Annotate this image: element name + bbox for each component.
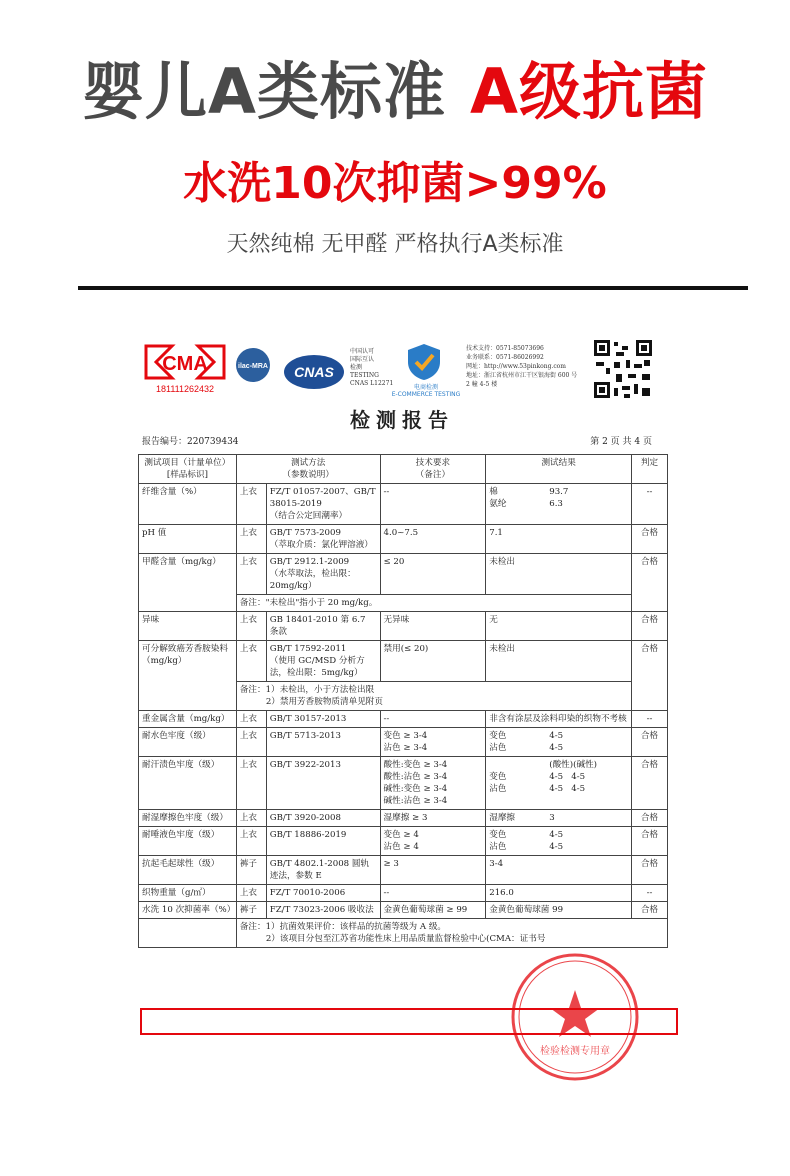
row-item: 甲醛含量（mg/kg） [139, 554, 237, 612]
table-row [139, 757, 668, 810]
row-item: 异味 [139, 612, 237, 641]
cnas-caption [350, 348, 393, 388]
row-result: 变色 4-5 沾色 4-5 [486, 827, 632, 856]
row-method: GB/T 3922-2013 [266, 757, 380, 810]
row-item: 织物重量（g/㎡） [139, 885, 237, 902]
row-requirement: -- [380, 711, 486, 728]
stamp-text: 检验检测专用章 [540, 1046, 610, 1057]
table-row [139, 856, 668, 885]
row-verdict: 合格 [632, 757, 668, 810]
row-method: GB 18401-2010 第 6.7 条款 [266, 612, 380, 641]
cma-logo [142, 340, 228, 396]
row-result: 3-4 [486, 856, 632, 885]
contact-line: 网址：http://www.53pinkong.com [466, 363, 566, 370]
row-item: pH 值 [139, 525, 237, 554]
row-method: GB/T 17592-2011 （使用 GC/MSD 分析方法，检出限：5mg/kg） [266, 641, 380, 682]
table-header-row [139, 455, 668, 484]
row-requirement: -- [380, 484, 486, 525]
ilac-mra-logo [232, 346, 274, 384]
cnas-line: 检测 [350, 364, 363, 371]
shield-caption: 电商检测 [413, 384, 438, 391]
cnas-line: 国际互认 [350, 356, 375, 363]
row-verdict: -- [632, 885, 668, 902]
contact-line: 2 幢 4-5 楼 [466, 381, 498, 388]
logo-bar [132, 330, 672, 400]
row-part: 上衣 [236, 641, 266, 682]
row-method: GB/T 30157-2013 [266, 711, 380, 728]
row-result: 棉 93.7 氨纶 6.3 [486, 484, 632, 525]
table-row [139, 810, 668, 827]
hero-title-main: 婴儿A类标准 [82, 55, 446, 128]
row-result: 金黄色葡萄球菌 99 [486, 902, 632, 919]
row-item: 可分解致癌芳香胺染料（mg/kg） [139, 641, 237, 711]
qr-code-icon [592, 338, 654, 400]
official-seal-stamp [508, 950, 642, 1084]
cnas-text: CNAS [294, 364, 334, 380]
row-method: GB/T 7573-2009 （萃取介质：氯化钾溶液） [266, 525, 380, 554]
row-requirement: 4.0~7.5 [380, 525, 486, 554]
hero-subtitle: 水洗10次抑菌>99% [183, 158, 607, 209]
row-requirement: ≤ 20 [380, 554, 486, 595]
cnas-line: 中国认可 [350, 348, 375, 355]
row-item: 水洗 10 次抑菌率（%） [139, 902, 237, 919]
row-verdict: 合格 [632, 810, 668, 827]
report-number: 报告编号：220739434 [142, 437, 239, 447]
row-verdict: 合格 [632, 554, 668, 612]
row-result: 7.1 [486, 525, 632, 554]
table-row [139, 885, 668, 902]
cma-text: CMA [162, 353, 208, 375]
header-requirement: 技术要求 （备注） [380, 455, 486, 484]
report-title: 检测报告 [350, 408, 454, 432]
hero-title [0, 50, 790, 134]
row-result: (酸性)(碱性) 变色 4-5 4-5 沾色 4-5 4-5 [486, 757, 632, 810]
page-indicator: 第 2 页 共 4 页 [590, 437, 652, 447]
row-verdict: 合格 [632, 902, 668, 919]
row-verdict: 合格 [632, 827, 668, 856]
row-method: GB/T 3920-2008 [266, 810, 380, 827]
row-requirement: -- [380, 885, 486, 902]
cnas-line: CNAS L12271 [350, 380, 394, 387]
row-part: 上衣 [236, 711, 266, 728]
table-row [139, 641, 668, 682]
header-method: 测试方法 （参数说明） [236, 455, 380, 484]
row-requirement: 变色 ≥ 3-4 沾色 ≥ 3-4 [380, 728, 486, 757]
row-item: 耐水色牢度（级） [139, 728, 237, 757]
header-verdict: 判定 [632, 455, 668, 484]
row-part: 上衣 [236, 885, 266, 902]
row-verdict: 合格 [632, 856, 668, 885]
header-result: 测试结果 [486, 455, 632, 484]
row-verdict: -- [632, 711, 668, 728]
table-row [139, 612, 668, 641]
ilac-text: ilac-MRA [238, 363, 268, 370]
hero-title-accent: A级抗菌 [470, 55, 708, 128]
row-item: 耐唾液色牢度（级） [139, 827, 237, 856]
row-result: 变色 4-5 沾色 4-5 [486, 728, 632, 757]
table-row [139, 525, 668, 554]
row-method: FZ/T 73023-2006 吸收法 [266, 902, 380, 919]
row-method: GB/T 4802.1-2008 圆轨迹法，参数 E [266, 856, 380, 885]
results-table [138, 454, 668, 948]
row-verdict: 合格 [632, 641, 668, 711]
hero-tagline: 天然纯棉 无甲醛 严格执行A类标准 [226, 232, 564, 257]
row-note: 备注："未检出"指小于 20 mg/kg。 [236, 595, 631, 612]
row-verdict: 合格 [632, 612, 668, 641]
row-part: 上衣 [236, 810, 266, 827]
ecommerce-testing-caption [390, 382, 462, 398]
table-row [139, 554, 668, 595]
cnas-line: TESTING [350, 372, 379, 379]
row-requirement: 酸性:变色 ≥ 3-4 酸性:沾色 ≥ 3-4 碱性:变色 ≥ 3-4 碱性:沾色 ≥ 3-4 [380, 757, 486, 810]
divider [78, 286, 748, 290]
row-result: 216.0 [486, 885, 632, 902]
row-item: 耐汗渍色牢度（级） [139, 757, 237, 810]
row-result: 非含有涂层及涂料印染的织物不考核 [486, 711, 632, 728]
row-method: GB/T 2912.1-2009 （水萃取法，检出限：20mg/kg） [266, 554, 380, 595]
row-result: 无 [486, 612, 632, 641]
table-row [139, 728, 668, 757]
row-result: 未检出 [486, 641, 632, 682]
row-method: FZ/T 70010-2006 [266, 885, 380, 902]
row-requirement: 禁用(≤ 20) [380, 641, 486, 682]
header-item: 测试项目（计量单位） [样品标识] [139, 455, 237, 484]
cnas-logo [282, 352, 346, 392]
row-requirement: 无异味 [380, 612, 486, 641]
row-part: 上衣 [236, 612, 266, 641]
row-item: 重金属含量（mg/kg） [139, 711, 237, 728]
row-part: 上衣 [236, 484, 266, 525]
row-requirement: 金黄色葡萄球菌 ≥ 99 [380, 902, 486, 919]
contact-line: 地址：浙江省杭州市江干区银海街 600 号 [466, 372, 578, 379]
row-part: 上衣 [236, 525, 266, 554]
cma-number: 181111262432 [155, 384, 215, 394]
row-method: GB/T 5713-2013 [266, 728, 380, 757]
contact-line: 技术支持：0571-85073696 [466, 345, 544, 352]
contact-line: 业务联系：0571-86026992 [466, 354, 544, 361]
contact-info [466, 344, 606, 389]
shield-check-icon [404, 342, 444, 382]
row-verdict: -- [632, 484, 668, 525]
table-note-row [139, 919, 668, 948]
row-method: GB/T 18886-2019 [266, 827, 380, 856]
row-requirement: 湿摩擦 ≥ 3 [380, 810, 486, 827]
row-part: 上衣 [236, 554, 266, 595]
final-note: 备注：1）抗菌效果评价：该样品的抗菌等级为 A 级。 2）该项目分包至江苏省功能性床上用品质量监督检验中心(CMA：证书号 [236, 919, 667, 948]
row-part: 上衣 [236, 827, 266, 856]
row-part: 裤子 [236, 902, 266, 919]
row-result: 湿摩擦 3 [486, 810, 632, 827]
row-method: FZ/T 01057-2007、GB/T 38015-2019 （结合公定回潮率） [266, 484, 380, 525]
row-verdict: 合格 [632, 525, 668, 554]
row-verdict: 合格 [632, 728, 668, 757]
table-row [139, 484, 668, 525]
row-part: 上衣 [236, 728, 266, 757]
row-note: 备注：1）未检出，小于方法检出限 2）禁用芳香胺物质清单见附页 [236, 682, 631, 711]
row-requirement: ≥ 3 [380, 856, 486, 885]
row-item: 纤维含量（%） [139, 484, 237, 525]
table-row [139, 711, 668, 728]
table-row-antibacterial [139, 902, 668, 919]
row-part: 上衣 [236, 757, 266, 810]
row-result: 未检出 [486, 554, 632, 595]
row-part: 裤子 [236, 856, 266, 885]
row-requirement: 变色 ≥ 4 沾色 ≥ 4 [380, 827, 486, 856]
table-row [139, 827, 668, 856]
shield-subcaption: E-COMMERCE TESTING [391, 391, 461, 398]
row-item: 耐湿摩擦色牢度（级） [139, 810, 237, 827]
row-item: 抗起毛起球性（级） [139, 856, 237, 885]
